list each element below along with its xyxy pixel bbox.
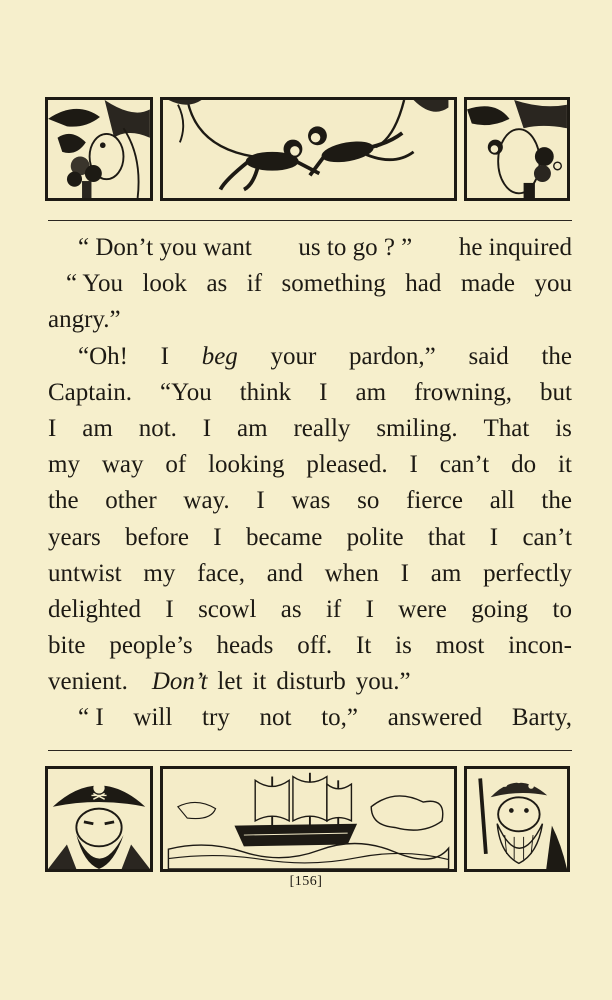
page-number: [156] <box>289 874 323 889</box>
text-line: “ I will try not to,” answered Barty, <box>78 704 572 732</box>
text-line: “ You look as if something had made you <box>66 270 572 298</box>
text-line: “Oh! I beg your pardon,” said the <box>78 342 572 370</box>
illustration-monkeys-swinging <box>160 97 457 201</box>
text-line: years before I became polite that I can’t <box>48 523 572 551</box>
text-line: angry.” <box>48 306 121 334</box>
text-line: my way of looking pleased. I can’t do it <box>48 451 572 479</box>
bottom-rule <box>48 750 572 751</box>
illustration-pirate-ship <box>160 766 457 872</box>
text-line: Captain. “You think I am frowning, but <box>48 378 572 406</box>
text-line: the other way. I was so fierce all the <box>48 487 572 515</box>
text-line: untwist my face, and when I am perfectly <box>48 559 572 587</box>
top-rule <box>48 220 572 221</box>
text-line: I am not. I am really smiling. That is <box>48 414 572 442</box>
illustration-pirate-captain <box>45 766 153 872</box>
body-text <box>48 230 572 737</box>
illustration-monkey-palm <box>464 97 570 201</box>
illustration-bearded-pirate <box>464 766 570 872</box>
text-line: delighted I scowl as if I were going to <box>48 595 572 623</box>
text-line: bite people’s heads off. It is most incon- <box>48 632 572 660</box>
illustration-parrot-palm <box>45 97 153 201</box>
text-line: “ Don’t you want us to go ? ” he inquired <box>78 234 572 261</box>
text-line: venient. Don’t let it disturb you.” <box>48 668 411 696</box>
